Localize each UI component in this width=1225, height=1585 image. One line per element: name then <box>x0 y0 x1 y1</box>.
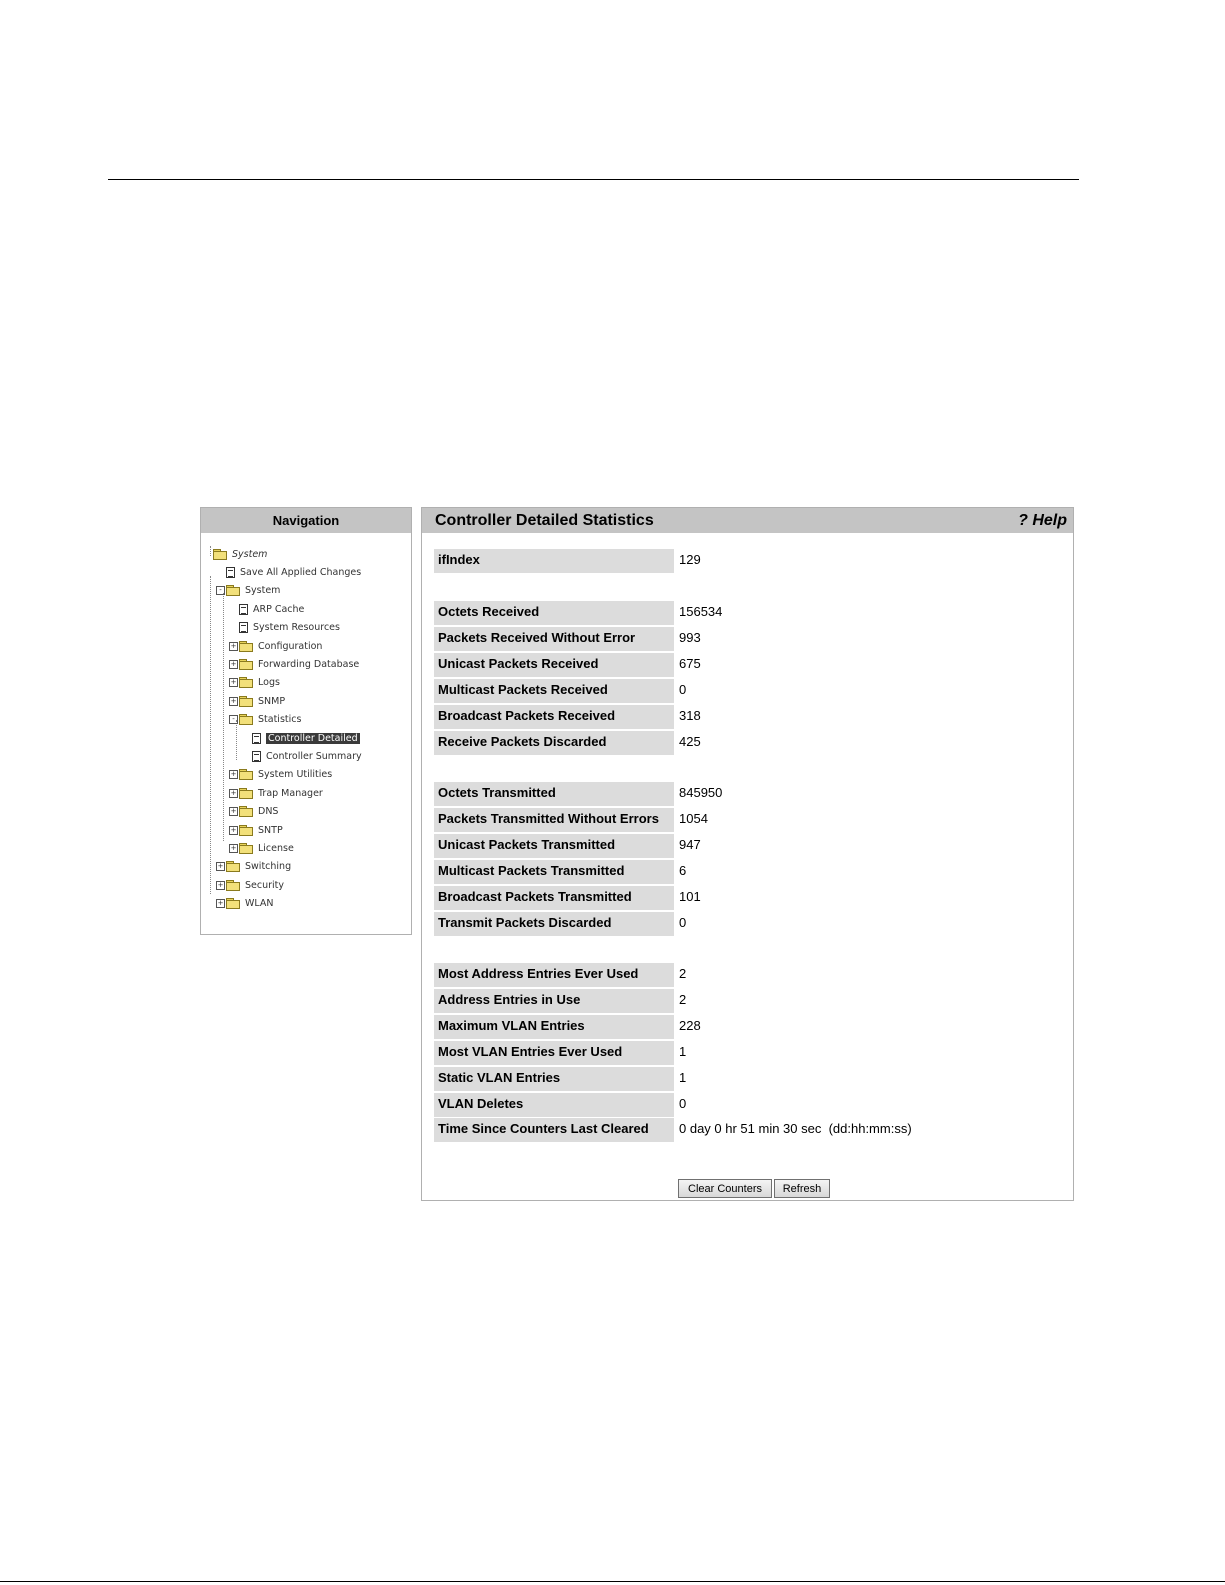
nav-item-label: Save All Applied Changes <box>240 566 362 578</box>
nav-item-label: Security <box>245 879 285 891</box>
nav-item[interactable] <box>229 712 301 728</box>
collapse-icon[interactable]: - <box>216 586 225 595</box>
page-icon <box>239 604 248 615</box>
stat-row <box>434 549 701 573</box>
expand-icon[interactable]: + <box>230 641 237 650</box>
nav-item[interactable] <box>242 730 360 746</box>
nav-item[interactable] <box>229 840 294 856</box>
nav-item[interactable] <box>229 804 278 820</box>
expand-icon[interactable]: + <box>230 788 237 797</box>
expand-icon[interactable]: + <box>217 880 224 889</box>
nav-item[interactable] <box>229 656 359 672</box>
stat-value: 0 day 0 hr 51 min 30 sec (dd:hh:mm:ss) <box>679 1121 912 1137</box>
stat-value: 993 <box>679 629 701 645</box>
stat-label: Static VLAN Entries <box>434 1067 674 1091</box>
stat-row <box>434 989 686 1013</box>
nav-item-label: Trap Manager <box>258 787 323 799</box>
stat-row <box>434 653 701 677</box>
stat-row <box>434 1118 912 1142</box>
page-icon <box>252 733 261 744</box>
folder-icon <box>226 861 240 872</box>
stat-label: Most Address Entries Ever Used <box>434 963 674 987</box>
nav-item-label: DNS <box>258 806 279 818</box>
stat-value: 129 <box>679 552 701 567</box>
expand-icon[interactable]: + <box>230 678 237 687</box>
stat-row <box>434 1015 701 1039</box>
main-header <box>422 508 1073 533</box>
nav-item[interactable] <box>203 546 267 562</box>
stat-label: Receive Packets Discarded <box>434 731 674 755</box>
nav-item-label: ARP Cache <box>253 603 305 615</box>
nav-item[interactable] <box>229 638 322 654</box>
expand-icon[interactable]: + <box>230 825 237 834</box>
folder-icon <box>239 696 253 707</box>
page-icon <box>239 622 248 633</box>
nav-item-label: SNMP <box>258 695 286 707</box>
stat-label: Time Since Counters Last Cleared <box>434 1118 674 1142</box>
navigation-panel <box>200 507 412 935</box>
stat-label: Unicast Packets Transmitted <box>434 834 674 858</box>
stat-row <box>434 782 722 806</box>
folder-icon <box>239 788 253 799</box>
stat-label: Address Entries in Use <box>434 989 674 1013</box>
clear-counters-button[interactable]: Clear Counters <box>678 1179 772 1198</box>
stat-value: 1 <box>679 1069 687 1085</box>
stat-row <box>434 1041 686 1065</box>
nav-item[interactable] <box>216 564 361 580</box>
stat-label: Octets Received <box>434 601 674 625</box>
nav-item-label: Switching <box>245 861 292 873</box>
stat-value: 318 <box>679 707 701 723</box>
stat-row <box>434 705 701 729</box>
stat-value: 675 <box>679 655 701 671</box>
nav-item-label: Controller Detailed <box>268 732 358 744</box>
folder-icon <box>226 585 240 596</box>
folder-icon <box>239 843 253 854</box>
nav-item-label: SNTP <box>258 824 283 836</box>
stat-label: VLAN Deletes <box>434 1093 674 1117</box>
stat-value: 1054 <box>679 810 708 826</box>
stat-label: Packets Transmitted Without Errors <box>434 808 674 832</box>
expand-icon[interactable]: + <box>217 862 224 871</box>
nav-item-label: System Utilities <box>258 769 333 781</box>
stat-label: Transmit Packets Discarded <box>434 912 674 936</box>
stat-value: 425 <box>679 733 701 749</box>
expand-icon[interactable]: + <box>230 807 237 816</box>
stat-value: 101 <box>679 888 701 904</box>
folder-icon <box>239 806 253 817</box>
stat-value: 0 <box>679 914 687 930</box>
nav-item[interactable] <box>229 767 332 783</box>
stat-row <box>434 679 686 703</box>
stat-value: 947 <box>679 836 701 852</box>
stat-label: Broadcast Packets Received <box>434 705 674 729</box>
stat-row <box>434 1093 686 1117</box>
nav-item-label: License <box>258 842 294 854</box>
stat-label: Broadcast Packets Transmitted <box>434 886 674 910</box>
stat-row <box>434 860 686 884</box>
stat-row <box>434 963 686 987</box>
page-icon <box>226 567 235 578</box>
folder-icon <box>239 769 253 780</box>
expand-icon[interactable]: + <box>230 843 237 852</box>
stat-label: Unicast Packets Received <box>434 653 674 677</box>
nav-item-label: System <box>232 548 268 560</box>
nav-item-label: Configuration <box>258 640 323 652</box>
stat-row <box>434 886 701 910</box>
nav-item[interactable] <box>229 693 285 709</box>
nav-item-label: Controller Summary <box>266 750 362 762</box>
nav-item-label: System Resources <box>253 622 340 634</box>
page-icon <box>252 751 261 762</box>
stat-value: 2 <box>679 966 687 981</box>
stat-label: ifIndex <box>434 549 674 573</box>
nav-item-label: Statistics <box>258 714 302 726</box>
stat-row <box>434 808 708 832</box>
nav-item-label: Logs <box>258 677 280 689</box>
bottom-rule <box>0 1581 1225 1582</box>
stat-value: 0 <box>679 681 687 697</box>
nav-item[interactable] <box>229 785 323 801</box>
nav-item[interactable] <box>229 822 283 838</box>
stat-label: Most VLAN Entries Ever Used <box>434 1041 674 1065</box>
nav-item[interactable] <box>229 675 280 691</box>
top-rule <box>108 179 1079 180</box>
stat-row <box>434 1067 686 1091</box>
expand-icon[interactable]: + <box>230 770 237 779</box>
stat-label: Packets Received Without Error <box>434 627 674 651</box>
main-panel <box>421 507 1074 1201</box>
nav-item-label: WLAN <box>245 898 274 910</box>
stat-value: 6 <box>679 862 687 878</box>
stat-row <box>434 912 686 936</box>
collapse-icon[interactable]: - <box>229 715 238 724</box>
refresh-button[interactable]: Refresh <box>774 1179 830 1198</box>
folder-icon <box>226 898 240 909</box>
stat-value: 845950 <box>679 785 723 800</box>
stat-value: 0 <box>679 1095 687 1111</box>
stat-label: Octets Transmitted <box>434 782 674 806</box>
navigation-title: Navigation <box>201 508 411 533</box>
stat-row <box>434 834 701 858</box>
stat-row <box>434 601 722 625</box>
stat-value: 2 <box>679 991 687 1007</box>
stat-value: 1 <box>679 1043 687 1059</box>
stat-row <box>434 627 701 651</box>
expand-icon[interactable]: + <box>230 659 237 668</box>
nav-item[interactable] <box>216 859 291 875</box>
folder-icon <box>239 659 253 670</box>
nav-item[interactable] <box>242 748 362 764</box>
page-title: Controller Detailed Statistics <box>435 512 654 529</box>
stat-label: Maximum VLAN Entries <box>434 1015 674 1039</box>
nav-item-label: System <box>245 585 281 597</box>
folder-icon <box>239 714 253 725</box>
nav-item-label: Forwarding Database <box>258 658 360 670</box>
stat-value: 228 <box>679 1017 701 1033</box>
help-link[interactable]: ? Help <box>1018 512 1067 529</box>
folder-icon <box>239 825 253 836</box>
folder-icon <box>226 880 240 891</box>
stat-row <box>434 731 701 755</box>
nav-item[interactable] <box>229 620 340 636</box>
expand-icon[interactable]: + <box>217 899 224 908</box>
nav-item[interactable] <box>229 601 304 617</box>
stat-label: Multicast Packets Transmitted <box>434 860 674 884</box>
folder-icon <box>239 677 253 688</box>
nav-item[interactable] <box>216 877 284 893</box>
expand-icon[interactable]: + <box>230 696 237 705</box>
folder-icon <box>239 641 253 652</box>
folder-icon <box>213 549 227 560</box>
stat-value: 156534 <box>679 604 723 619</box>
nav-item[interactable] <box>216 583 280 599</box>
stat-label: Multicast Packets Received <box>434 679 674 703</box>
nav-item[interactable] <box>216 896 274 912</box>
